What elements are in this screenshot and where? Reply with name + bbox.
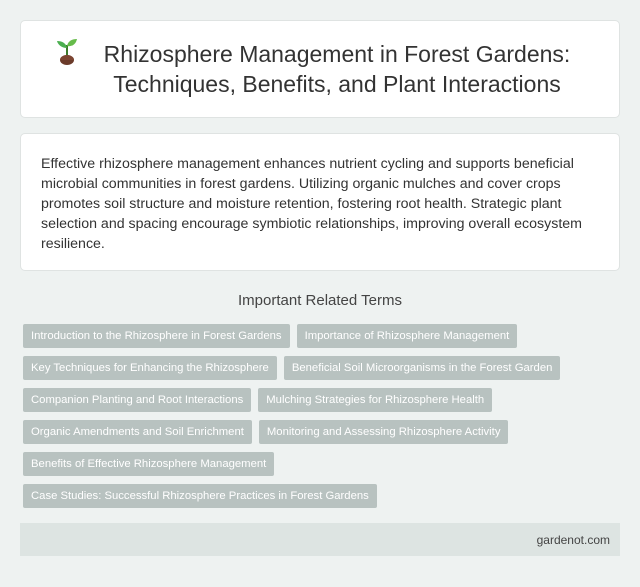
- tag-link[interactable]: Companion Planting and Root Interactions: [23, 388, 251, 412]
- tag-link[interactable]: Monitoring and Assessing Rhizosphere Activity: [259, 420, 509, 444]
- tag-link[interactable]: Key Techniques for Enhancing the Rhizosphere: [23, 356, 277, 380]
- footer: [20, 523, 620, 556]
- summary-card: [20, 133, 620, 271]
- tag-link[interactable]: Benefits of Effective Rhizosphere Management: [23, 452, 274, 476]
- tag-link[interactable]: Organic Amendments and Soil Enrichment: [23, 420, 252, 444]
- footer-site-link[interactable]: gardenot.com: [536, 532, 610, 547]
- related-terms-heading: Important Related Terms: [238, 292, 402, 309]
- page-title: Rhizosphere Management in Forest Gardens: Techniques, Benefits, and Plant Interactions: [103, 41, 571, 97]
- tag-row: [23, 420, 623, 452]
- tag-link[interactable]: Mulching Strategies for Rhizosphere Health: [258, 388, 492, 412]
- tag-row: [23, 452, 623, 484]
- summary-text: Effective rhizosphere management enhances nutrient cycling and supports beneficial microbial communities in forest gardens. Utilizing organic mulches and cover crops promotes soil structure and moisture retention, fostering root health. Strategic plant selection and spacing encourage symbiotic relationships, improving overall ecosystem resilience.: [41, 156, 582, 252]
- tag-link[interactable]: Case Studies: Successful Rhizosphere Practices in Forest Gardens: [23, 484, 377, 508]
- tag-row: [23, 388, 623, 420]
- related-terms-list: [23, 324, 623, 516]
- sprout-icon: [50, 37, 84, 67]
- title-container: [50, 39, 590, 99]
- tag-row: [23, 356, 623, 388]
- tag-link[interactable]: Importance of Rhizosphere Management: [297, 324, 518, 348]
- tag-link[interactable]: Beneficial Soil Microorganisms in the Forest Garden: [284, 356, 561, 380]
- tag-row: [23, 324, 623, 356]
- tag-row: [23, 484, 623, 516]
- title-card: [20, 20, 620, 118]
- tag-link[interactable]: Introduction to the Rhizosphere in Forest Gardens: [23, 324, 290, 348]
